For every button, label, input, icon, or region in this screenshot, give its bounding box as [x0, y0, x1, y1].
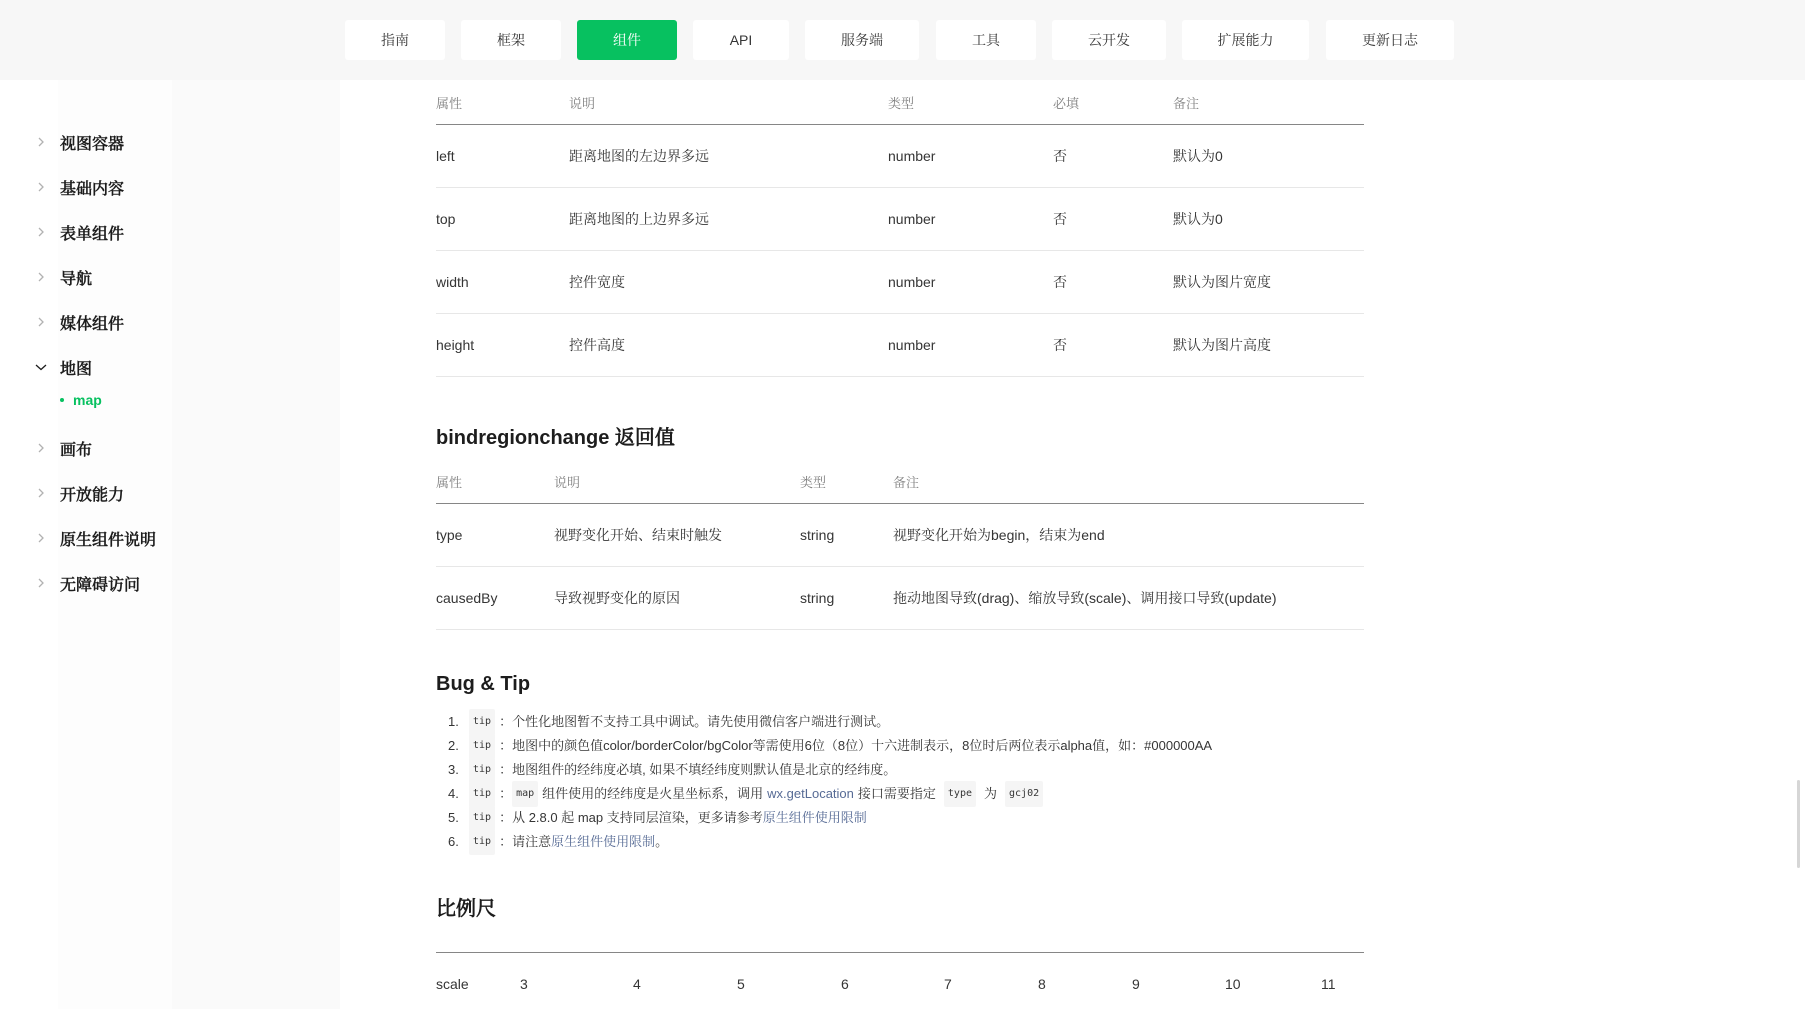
nav-changelog[interactable]: 更新日志 — [1326, 20, 1454, 60]
tip-text: 地图中的颜色值color/borderColor/bgColor等需使用6位（8位）十六进制表示，8位时后两位表示alpha值，如：#000000AA — [512, 738, 1213, 753]
sidebar-item-label: 视图容器 — [60, 135, 125, 153]
separator: ： — [499, 762, 513, 777]
table-header-row — [436, 459, 1364, 504]
table-cell: 控件高度 — [569, 314, 888, 377]
scale-value: 8 — [1038, 976, 1046, 992]
chevron-right-icon — [34, 135, 48, 149]
inline-code: type — [944, 781, 976, 807]
sidebar-subitem-map[interactable] — [60, 392, 102, 408]
section-title-bug-tip: Bug & Tip — [436, 673, 531, 695]
sidebar-item-accessibility[interactable] — [0, 568, 330, 598]
chevron-right-icon — [34, 486, 48, 500]
table-row — [436, 567, 1364, 630]
chevron-right-icon — [34, 531, 48, 545]
table-cell: number — [888, 314, 1053, 377]
list-item — [448, 806, 1212, 830]
sidebar-item-label: 原生组件说明 — [60, 531, 157, 549]
table-header: 备注 — [893, 459, 1364, 504]
link-native-component-limits[interactable]: 原生组件使用限制 — [762, 810, 867, 825]
table-cell: top — [436, 188, 569, 251]
sidebar-item-label: 地图 — [60, 360, 93, 378]
inline-code: tip — [469, 781, 495, 807]
tip-text: 从 2.8.0 起 map 支持同层渲染，更多请参考 — [512, 810, 763, 825]
table-row — [436, 251, 1364, 314]
list-number: 5. — [448, 810, 459, 825]
table-row — [436, 314, 1364, 377]
sidebar-item-label: 媒体组件 — [60, 315, 125, 333]
list-number: 2. — [448, 738, 459, 753]
tip-text: 为 — [984, 786, 998, 801]
table-header: 备注 — [1173, 80, 1364, 125]
table-cell: type — [436, 504, 554, 567]
table-cell: 否 — [1053, 125, 1173, 188]
tip-text: 。 — [655, 834, 669, 849]
table-cell: 控件宽度 — [569, 251, 888, 314]
table-cell: 默认为图片宽度 — [1173, 251, 1364, 314]
tip-text: 组件使用的经纬度是火星坐标系，调用 — [542, 786, 764, 801]
page-scrollbar[interactable] — [1797, 780, 1800, 868]
scale-table-divider — [436, 952, 1364, 953]
list-item — [448, 830, 1212, 854]
sidebar-item-map[interactable] — [0, 352, 330, 382]
table-cell: height — [436, 314, 569, 377]
table-cell: 视野变化开始为begin，结束为end — [893, 504, 1364, 567]
list-item — [448, 710, 1212, 734]
sidebar-item-label: 画布 — [60, 441, 93, 459]
tip-text: 个性化地图暂不支持工具中调试。请先使用微信客户端进行测试。 — [512, 714, 890, 729]
table-cell: 视野变化开始、结束时触发 — [554, 504, 800, 567]
table-header: 类型 — [800, 459, 893, 504]
table-header-row — [436, 80, 1364, 125]
list-item — [448, 734, 1212, 758]
table-cell: 默认为图片高度 — [1173, 314, 1364, 377]
table-header: 属性 — [436, 459, 554, 504]
tip-text: 请注意 — [512, 834, 552, 849]
scale-value: 10 — [1225, 976, 1241, 992]
table-cell: number — [888, 251, 1053, 314]
chevron-right-icon — [34, 315, 48, 329]
separator: ： — [499, 738, 513, 753]
table-header: 必填 — [1053, 80, 1173, 125]
link-wx-getlocation[interactable]: wx.getLocation — [767, 786, 854, 801]
scale-value: 7 — [944, 976, 952, 992]
scale-value: 6 — [841, 976, 849, 992]
table-cell: 默认为0 — [1173, 188, 1364, 251]
section-title-scale: 比例尺 — [436, 898, 496, 920]
table-cell: 默认为0 — [1173, 125, 1364, 188]
inline-code: tip — [469, 709, 495, 735]
table-header: 说明 — [569, 80, 888, 125]
table-cell: 否 — [1053, 251, 1173, 314]
sidebar-item-open-capability[interactable] — [0, 478, 330, 508]
table-cell: causedBy — [436, 567, 554, 630]
bindregionchange-table — [436, 459, 1364, 630]
bullet-icon — [60, 398, 64, 402]
nav-framework[interactable]: 框架 — [461, 20, 561, 60]
nav-extension[interactable]: 扩展能力 — [1182, 20, 1309, 60]
list-number: 1. — [448, 714, 459, 729]
nav-api[interactable]: API — [693, 20, 789, 60]
table-cell: 距离地图的上边界多远 — [569, 188, 888, 251]
scale-value: 9 — [1132, 976, 1140, 992]
table-cell: width — [436, 251, 569, 314]
table-cell: 距离地图的左边界多远 — [569, 125, 888, 188]
table-cell: 否 — [1053, 188, 1173, 251]
scale-label: scale — [436, 976, 469, 992]
nav-components[interactable]: 组件 — [577, 20, 677, 60]
section-title-bindregionchange: bindregionchange 返回值 — [436, 427, 675, 449]
bug-tip-list — [436, 710, 1212, 854]
scale-value: 4 — [633, 976, 641, 992]
sidebar-item-label: 表单组件 — [60, 225, 125, 243]
list-item — [448, 758, 1212, 782]
tip-text: 地图组件的经纬度必填, 如果不填经纬度则默认值是北京的经纬度。 — [512, 762, 897, 777]
table-row — [436, 504, 1364, 567]
sidebar-item-native-components[interactable] — [0, 523, 330, 553]
list-number: 4. — [448, 786, 459, 801]
table-header: 说明 — [554, 459, 800, 504]
table-cell: number — [888, 125, 1053, 188]
link-native-component-limits[interactable]: 原生组件使用限制 — [551, 834, 656, 849]
table-cell: 否 — [1053, 314, 1173, 377]
table-cell: string — [800, 567, 893, 630]
controls-position-table — [436, 80, 1364, 377]
inline-code: gcj02 — [1005, 781, 1043, 807]
table-cell: left — [436, 125, 569, 188]
sidebar-item-view-container[interactable] — [0, 127, 330, 157]
nav-guide[interactable]: 指南 — [345, 20, 445, 60]
inline-code: map — [512, 781, 538, 807]
list-number: 6. — [448, 834, 459, 849]
sidebar-item-navigation[interactable] — [0, 262, 330, 292]
nav-tools[interactable]: 工具 — [936, 20, 1036, 60]
sidebar-item-media[interactable] — [0, 307, 330, 337]
inline-code: tip — [469, 829, 495, 855]
table-cell: 拖动地图导致(drag)、缩放导致(scale)、调用接口导致(update) — [893, 567, 1364, 630]
sidebar-item-label: 基础内容 — [60, 180, 125, 198]
list-number: 3. — [448, 762, 459, 777]
top-nav-bar — [0, 0, 1805, 80]
table-row — [436, 188, 1364, 251]
inline-code: tip — [469, 733, 495, 759]
scale-value: 3 — [520, 976, 528, 992]
sidebar-item-basic-content[interactable] — [0, 172, 330, 202]
separator: ： — [499, 810, 513, 825]
sidebar-item-form[interactable] — [0, 217, 330, 247]
chevron-down-icon — [34, 360, 48, 374]
scale-value: 5 — [737, 976, 745, 992]
table-header: 类型 — [888, 80, 1053, 125]
sidebar-item-label: 开放能力 — [60, 486, 125, 504]
table-cell: 导致视野变化的原因 — [554, 567, 800, 630]
chevron-right-icon — [34, 180, 48, 194]
table-row — [436, 125, 1364, 188]
separator: ： — [499, 834, 513, 849]
chevron-right-icon — [34, 441, 48, 455]
separator: ： — [499, 786, 513, 801]
chevron-right-icon — [34, 225, 48, 239]
separator: ： — [499, 714, 513, 729]
nav-server[interactable]: 服务端 — [805, 20, 919, 60]
nav-cloud[interactable]: 云开发 — [1052, 20, 1166, 60]
chevron-right-icon — [34, 270, 48, 284]
tip-text: 接口需要指定 — [857, 786, 936, 801]
table-cell: number — [888, 188, 1053, 251]
table-header: 属性 — [436, 80, 569, 125]
list-item — [448, 782, 1212, 806]
inline-code: tip — [469, 805, 495, 831]
inline-code: tip — [469, 757, 495, 783]
table-cell: string — [800, 504, 893, 567]
sidebar-item-canvas[interactable] — [0, 433, 330, 463]
sidebar-item-label: 导航 — [60, 270, 93, 288]
sidebar-item-label: 无障碍访问 — [60, 576, 141, 594]
chevron-right-icon — [34, 576, 48, 590]
sidebar-subitem-label: map — [73, 392, 102, 408]
scale-value: 11 — [1321, 976, 1336, 992]
